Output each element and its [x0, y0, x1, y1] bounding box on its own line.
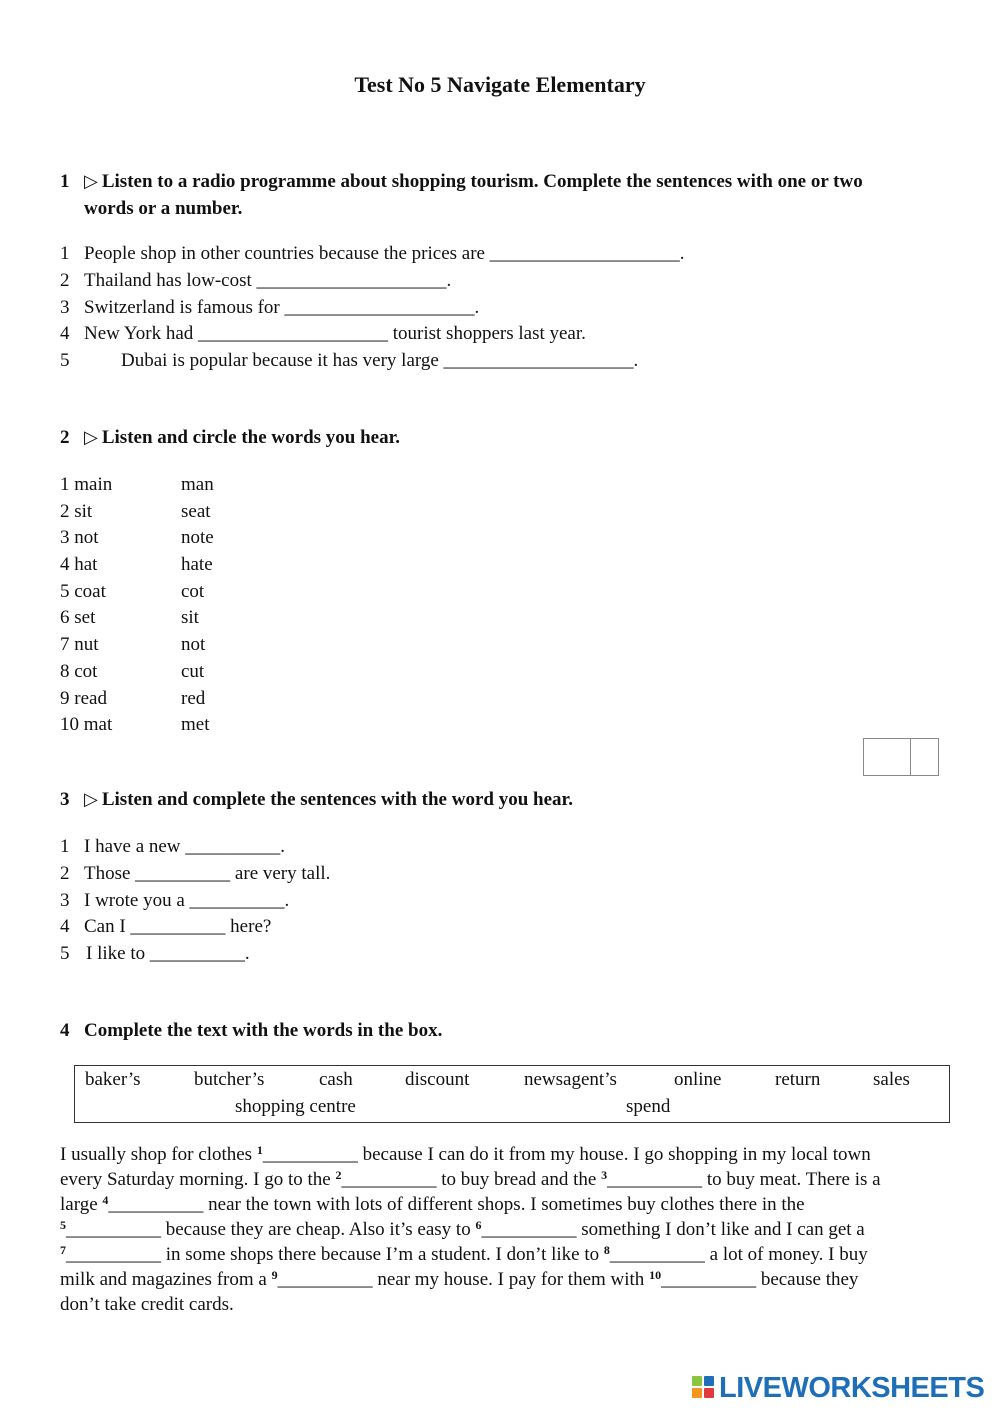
logo-text: LIVEWORKSHEETS — [719, 1371, 985, 1404]
word-pair-row — [60, 499, 360, 526]
word-option[interactable]: 4 hat — [60, 554, 98, 576]
gap-number: 3 — [601, 1168, 608, 1182]
task-4-instruction: Complete the text with the words in the box. — [84, 1020, 443, 1041]
word-option[interactable]: sit — [181, 607, 199, 629]
gap-number: 6 — [475, 1218, 482, 1232]
liveworksheets-logo[interactable] — [692, 1373, 984, 1403]
sentence-text[interactable]: Dubai is popular because it has very large ____________________. — [121, 350, 639, 371]
task-1-heading — [60, 168, 940, 222]
sentence-text[interactable]: Can I __________ here? — [84, 916, 272, 938]
word-box-item: cash — [319, 1069, 353, 1090]
word-option[interactable]: 7 nut — [60, 634, 99, 656]
score-box — [863, 738, 939, 776]
task-3-heading — [60, 786, 940, 813]
word-option[interactable]: 8 cot — [60, 660, 98, 682]
word-box-item: return — [775, 1069, 821, 1090]
task-1-instruction-line-2: words or a number. — [84, 198, 243, 219]
task-2-word-pairs — [60, 472, 360, 739]
word-box-item: sales — [873, 1069, 910, 1090]
sentence-text[interactable]: I like to __________. — [86, 943, 250, 964]
text-line: every Saturday morning. I go to the $^2$__________ to buy bread and the $^3$__________ to buy meat. There is a — [60, 1168, 881, 1190]
gap-input[interactable]: __________ — [262, 1144, 358, 1165]
gap-number: 7 — [60, 1243, 66, 1257]
task-3-number: 3 — [60, 789, 70, 810]
gap-number: 1 — [256, 1143, 263, 1157]
word-option[interactable]: 6 set — [60, 607, 96, 629]
word-option[interactable]: 2 sit — [60, 500, 93, 522]
gap-input[interactable]: __________ — [661, 1269, 757, 1290]
word-option[interactable]: 3 not — [60, 527, 99, 549]
word-option[interactable]: 10 mat — [60, 714, 113, 736]
list-item: 4 New York had ____________________ tourist shoppers last year. — [60, 321, 940, 348]
word-option[interactable]: cot — [181, 580, 205, 602]
word-box-item: butcher’s — [194, 1069, 265, 1090]
gap-input[interactable]: __________ — [609, 1244, 705, 1265]
task-4-number: 4 — [60, 1020, 70, 1041]
liveworksheets-logo-icon — [692, 1376, 716, 1400]
text-line: large $^4$__________ near the town with lots of different shops. I sometimes buy clothes there in the — [60, 1193, 805, 1215]
word-box-item: spend — [626, 1096, 671, 1117]
gap-input[interactable]: __________ — [481, 1219, 577, 1240]
list-item: 2 Those __________ are very tall. — [60, 861, 940, 888]
gap-input[interactable]: __________ — [66, 1219, 161, 1240]
word-option[interactable]: note — [181, 527, 214, 549]
list-item: 3 Switzerland is famous for ____________________. — [60, 295, 940, 322]
gap-input[interactable]: __________ — [341, 1169, 437, 1190]
word-pair-row — [60, 552, 360, 579]
word-option[interactable]: 5 coat — [60, 580, 106, 602]
word-pair-row — [60, 472, 360, 499]
list-item: 1 I have a new __________. — [60, 834, 940, 861]
audio-play-icon[interactable]: ▷ — [84, 427, 98, 448]
task-2-heading — [60, 424, 940, 451]
word-option[interactable]: 9 read — [60, 687, 107, 709]
task-1-number: 1 — [60, 171, 70, 192]
gap-fill-text — [60, 1142, 940, 1317]
word-option[interactable]: red — [181, 687, 206, 709]
list-item: 2 Thailand has low-cost ____________________. — [60, 268, 940, 295]
list-item: 5 Dubai is popular because it has very large ____________________. — [60, 348, 940, 375]
sentence-text[interactable]: Thailand has low-cost ____________________. — [84, 269, 452, 291]
sentence-text[interactable]: Those __________ are very tall. — [84, 862, 331, 884]
gap-number: 2 — [335, 1168, 342, 1182]
word-box — [74, 1065, 950, 1123]
task-1-sentences — [60, 241, 940, 375]
text-line: milk and magazines from a $^9$__________ near my house. I pay for them with $^{10}$__________ because they — [60, 1268, 859, 1290]
word-pair-row — [60, 686, 360, 713]
list-item: 1 People shop in other countries because the prices are ____________________. — [60, 241, 940, 268]
word-option[interactable]: met — [181, 714, 210, 736]
text-line: $^7$__________ in some shops there because I’m a student. I don’t like to $^8$__________ a lot of money. I buy — [60, 1243, 868, 1265]
word-option[interactable]: not — [181, 634, 206, 656]
audio-play-icon[interactable]: ▷ — [84, 171, 98, 192]
word-box-item: online — [674, 1069, 722, 1090]
page-title: Test No 5 Navigate Elementary — [354, 72, 646, 97]
list-item: 4 Can I __________ here? — [60, 914, 940, 941]
word-box-item: shopping centre — [235, 1096, 356, 1117]
word-pair-row — [60, 712, 360, 739]
word-pair-row — [60, 605, 360, 632]
word-option[interactable]: man — [181, 474, 214, 495]
text-line: I usually shop for clothes $^1$__________ because I can do it from my house. I go shopping in my local town — [60, 1143, 871, 1165]
task-3-instruction: Listen and complete the sentences with the word you hear. — [101, 789, 573, 810]
task-2-number: 2 — [60, 427, 70, 448]
gap-input[interactable]: __________ — [66, 1244, 161, 1265]
word-option[interactable]: hate — [181, 554, 213, 576]
gap-input[interactable]: __________ — [108, 1194, 204, 1215]
list-item: 3 I wrote you a __________. — [60, 888, 940, 915]
gap-number: 5 — [60, 1218, 66, 1232]
word-pair-row — [60, 632, 360, 659]
gap-number: 8 — [603, 1243, 610, 1257]
score-box-divider — [910, 739, 911, 775]
task-1-instruction-line-1: Listen to a radio programme about shopping tourism. Complete the sentences with one or two — [101, 171, 863, 192]
sentence-text[interactable]: Switzerland is famous for ____________________. — [84, 296, 480, 318]
word-box-item: baker’s — [85, 1069, 141, 1090]
word-option[interactable]: cut — [181, 660, 205, 682]
word-pair-row — [60, 579, 360, 606]
gap-number: 9 — [271, 1268, 278, 1282]
gap-input[interactable]: __________ — [277, 1269, 373, 1290]
word-box-item: discount — [405, 1069, 470, 1090]
word-option[interactable]: 1 main — [60, 474, 113, 495]
word-option[interactable]: seat — [181, 500, 211, 522]
list-item: 5 I like to __________. — [60, 941, 940, 968]
word-box-item: newsagent’s — [524, 1069, 617, 1090]
gap-number: 10 — [649, 1268, 662, 1282]
word-pair-row — [60, 659, 360, 686]
sentence-text[interactable]: I wrote you a __________. — [84, 889, 290, 911]
task-2-instruction: Listen and circle the words you hear. — [101, 427, 401, 448]
task-3-sentences — [60, 834, 940, 968]
audio-play-icon[interactable]: ▷ — [84, 789, 98, 810]
word-pair-row — [60, 525, 360, 552]
gap-input[interactable]: __________ — [607, 1169, 703, 1190]
sentence-text[interactable]: I have a new __________. — [84, 836, 286, 857]
text-line: $^5$__________ because they are cheap. Also it’s easy to $^6$__________ something I don’t like and I can get a — [60, 1218, 865, 1240]
sentence-text[interactable]: New York had ____________________ tourist shoppers last year. — [84, 323, 586, 345]
gap-number: 4 — [102, 1193, 109, 1207]
task-4-heading — [60, 1017, 940, 1044]
text-line: don’t take credit cards. — [60, 1294, 234, 1315]
sentence-text[interactable]: People shop in other countries because the prices are ____________________. — [84, 243, 685, 264]
